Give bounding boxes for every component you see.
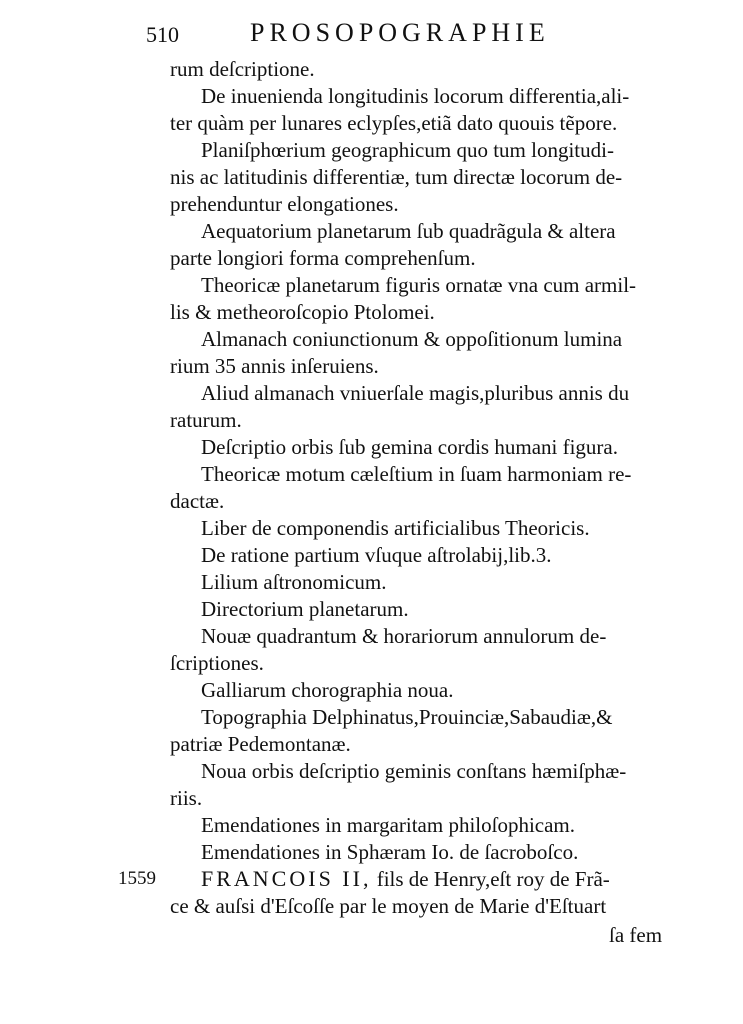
text-line: dactæ.	[170, 489, 225, 513]
text-line: ſcriptiones.	[170, 651, 264, 675]
text-line: nis ac latitudinis differentiæ, tum directæ locorum de-	[170, 165, 623, 189]
text-line: Almanach coniunctionum & oppoſitionum lumina	[201, 327, 623, 351]
final-entry-line	[201, 866, 610, 892]
text-line: ter quàm per lunares eclypſes,etiã dato quouis tẽpore.	[170, 111, 618, 135]
text-line: Aliud almanach vniuerſale magis,pluribus annis du	[201, 381, 630, 405]
text-line: Emendationes in margaritam philoſophicam.	[201, 813, 576, 837]
text-line: Galliarum chorographia noua.	[201, 678, 454, 702]
text-line: Directorium planetarum.	[201, 597, 409, 621]
text-line: Liber de componendis artificialibus Theoricis.	[201, 516, 590, 540]
text-line: Lilium aſtronomicum.	[201, 570, 387, 594]
text-line: raturum.	[170, 408, 242, 432]
text-line: Noua orbis deſcriptio geminis conſtans hæmiſphæ-	[201, 759, 627, 783]
final-entry-line-2: ce & auſsi d'Eſcoſſe par le moyen de Marie d'Eſtuart	[170, 894, 607, 918]
text-line: Theoricæ planetarum figuris ornatæ vna cum armil-	[201, 273, 637, 297]
text-line: patriæ Pedemontanæ.	[170, 732, 351, 756]
running-head: PROSOPOGRAPHIE	[250, 18, 550, 47]
text-line: rium 35 annis inſeruiens.	[170, 354, 379, 378]
text-line: Topographia Delphinatus,Prouinciæ,Sabaudiæ,&	[201, 705, 613, 729]
margin-year: 1559	[118, 868, 156, 889]
text-line: rum deſcriptione.	[170, 57, 315, 81]
text-line: riis.	[170, 786, 203, 810]
text-line: Aequatorium planetarum ſub quadrãgula & altera	[201, 219, 616, 243]
text-line: Nouæ quadrantum & horariorum annulorum de-	[201, 624, 607, 648]
king-name: FRANCOIS II,	[201, 866, 372, 891]
text-line: De inuenienda longitudinis locorum differentia,ali-	[201, 84, 630, 108]
text-line: Emendationes in Sphæram Io. de ſacroboſco.	[201, 840, 579, 864]
text-line: parte longiori forma comprehenſum.	[170, 246, 476, 270]
text-line: prehenduntur elongationes.	[170, 192, 399, 216]
text-line: De ratione partium vſuque aſtrolabij,lib.3.	[201, 543, 552, 567]
final-entry-text: fils de Henry,eſt roy de Frã-	[371, 867, 610, 891]
catchword: ſa fem	[609, 923, 663, 947]
page-number: 510	[146, 22, 179, 47]
text-line: Deſcriptio orbis ſub gemina cordis humani figura.	[201, 435, 618, 459]
page-header	[0, 18, 743, 52]
text-line: lis & metheoroſcopio Ptolomei.	[170, 300, 435, 324]
text-line: Planiſphœrium geographicum quo tum longitudi-	[201, 138, 614, 162]
text-line: Theoricæ motum cæleſtium in ſuam harmoniam re-	[201, 462, 632, 486]
